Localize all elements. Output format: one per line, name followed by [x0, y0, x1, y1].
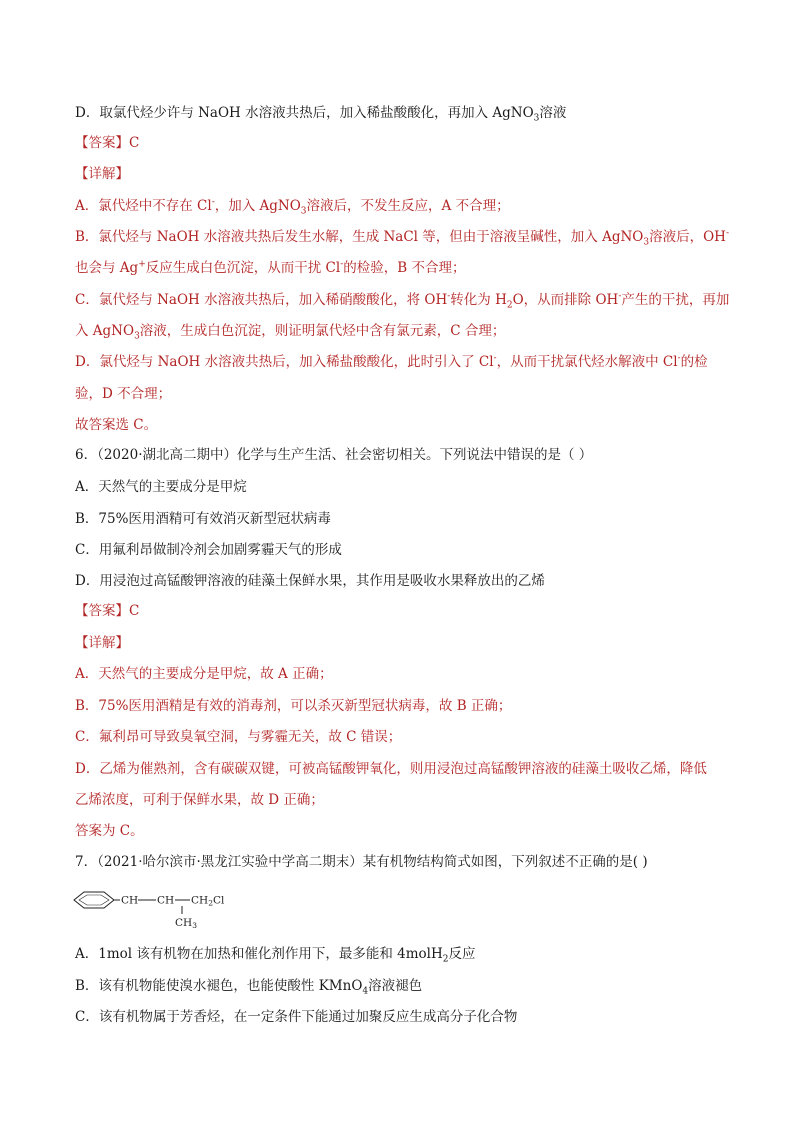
q7-stem: 7．（2021·哈尔滨市·黑龙江实验中学高二期末）某有机物结构简式如图，下列叙述不正确的是( ) [75, 854, 648, 870]
q6-detail-tag: 【详解】 [75, 635, 129, 651]
group-ch-2: CH [157, 894, 175, 907]
q7-option-c: C．该有机物属于芳香烃，在一定条件下能通过加聚反应生成高分子化合物 [75, 1009, 518, 1025]
q5-explanation-d-line1: D．氯代烃与 NaOH 水溶液共热后，加入稀盐酸酸化，此时引入了 Cl-，从而干扰氯代烃水解液中 Cl-的检 [75, 353, 708, 370]
group-ch2cl: CH2Cl [191, 894, 225, 908]
q5-detail-tag: 【详解】 [75, 166, 129, 182]
answer-tag: 【答案】 [75, 603, 129, 619]
q5-explanation-d-line2: 验，D 不合理； [75, 386, 172, 402]
q7-option-a: A．1mol 该有机物在加热和催化剂作用下，最多能和 4molH$_2$反应 [75, 946, 476, 965]
q6-explanation-a: A．天然气的主要成分是甲烷，故 A 正确； [75, 666, 333, 682]
q6-option-a: A．天然气的主要成分是甲烷 [75, 479, 247, 495]
q6-option-d: D．用浸泡过高锰酸钾溶液的硅藻土保鲜水果，其作用是吸收水果释放出的乙烯 [75, 573, 545, 589]
q5-explanation-b-line2: 也会与 Ag+反应生成白色沉淀，从而干扰 Cl-的检验，B 不合理； [75, 259, 466, 276]
q5-explanation-c-line2: 入 AgNO$_3$溶液，生成白色沉淀，则证明氯代烃中含有氯元素，C 合理； [75, 323, 506, 342]
q6-explanation-d-line1: D．乙烯为催熟剂，含有碳碳双键，可被高锰酸钾氧化，则用浸泡过高锰酸钾溶液的硅藻土吸收乙烯，降低 [75, 761, 707, 777]
answer-tag: 【答案】 [75, 135, 129, 151]
structural-formula [70, 884, 270, 932]
q5-answer-line [75, 133, 139, 153]
q6-option-c: C．用氟利昂做制冷剂会加剧雾霾天气的形成 [75, 542, 342, 558]
benzene-inner-ring-icon [79, 895, 109, 905]
q6-explanation-c: C．氟利昂可导致臭氧空洞，与雾霾无关，故 C 错误； [75, 729, 402, 745]
benzene-ring-icon [74, 892, 114, 908]
q5-explanation-b-line1: B．氯代烃与 NaOH 水溶液共热后发生水解，生成 NaCl 等，但由于溶液呈碱性，加入 AgNO$_3$溶液后，OH- [75, 228, 729, 248]
q5-conclusion: 故答案选 C。 [75, 417, 158, 433]
q7-option-b: B．该有机物能使溴水褪色，也能使酸性 KMnO$_4$溶液褪色 [75, 978, 423, 997]
q5-explanation-c-line1: C．氯代烃与 NaOH 水溶液共热后，加入稀硝酸酸化，将 OH-转化为 $H_2O$，从而排除 OH-产生的干扰，再加 [75, 291, 730, 311]
q5-explanation-a: A．氯代烃中不存在 Cl-，加入 AgNO$_3$溶液后，不发生反应，A 不合理； [75, 197, 510, 217]
q6-conclusion: 答案为 C。 [75, 823, 144, 839]
group-ch3: CH3 [175, 917, 197, 930]
q6-answer-line [75, 601, 139, 621]
q5-answer: C [129, 135, 140, 151]
q6-answer: C [129, 603, 140, 619]
q5-option-d: D．取氯代烃少许与 NaOH 水溶液共热后，加入稀盐酸酸化，再加入 AgNO$_3$溶液 [75, 105, 567, 124]
q6-stem: 6．（2020·湖北高二期中）化学与生产生活、社会密切相关。下列说法中错误的是（ ） [75, 447, 593, 463]
group-ch-1: CH [121, 894, 139, 907]
q6-option-b: B．75%医用酒精可有效消灭新型冠状病毒 [75, 511, 331, 527]
q6-explanation-b: B．75%医用酒精是有效的消毒剂，可以杀灭新型冠状病毒，故 B 正确； [75, 698, 512, 714]
q6-explanation-d-line2: 乙烯浓度，可利于保鲜水果，故 D 正确； [75, 792, 324, 808]
